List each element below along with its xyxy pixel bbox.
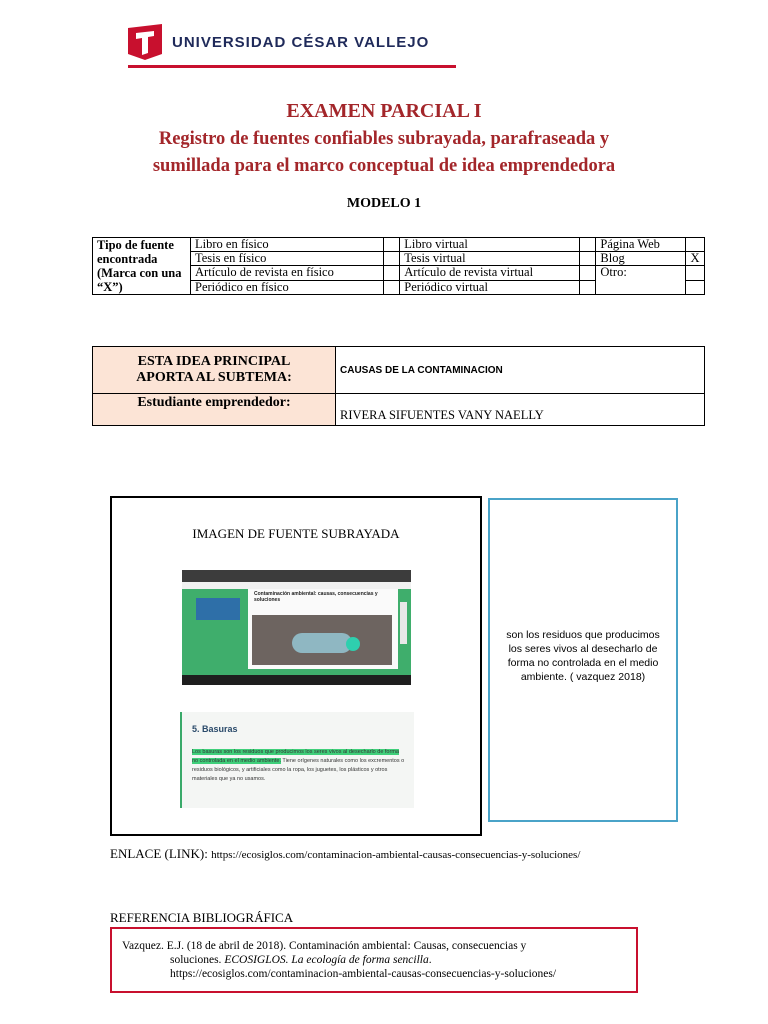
article-photo [252,615,392,665]
option-otro: Otro: [596,266,686,295]
subtitle-line-1: Registro de fuentes confiables subrayada, parafraseada y [158,129,610,149]
taskbar [182,675,411,685]
exam-title: EXAMEN PARCIAL I [286,100,482,122]
university-shield-icon [128,24,162,60]
source-type-label-line: “X”) [97,280,123,294]
subtema-label [93,347,336,394]
browser-address-bar [182,582,411,589]
link-url[interactable]: https://ecosiglos.com/contaminacion-ambiental-causas-consecuencias-y-soluciones/ [211,849,581,861]
subtema-label-line-2: APORTA AL SUBTEMA: [136,370,292,385]
option-pagina-web: Página Web [596,238,686,252]
option-libro-fisico: Libro en físico [191,238,384,252]
reference-text[interactable] [122,939,622,981]
option-articulo-virtual: Artículo de revista virtual [400,266,580,281]
option-periodico-fisico: Periódico en físico [191,281,384,295]
source-link [110,846,580,862]
mark-otro[interactable] [686,266,705,281]
mark-tesis-fisico[interactable] [384,252,400,266]
reference-url[interactable]: https://ecosiglos.com/contaminacion-ambiental-causas-consecuencias-y-soluciones/ [170,968,557,980]
photo-cap-shape [346,637,360,651]
subtema-value[interactable]: CAUSAS DE LA CONTAMINACION [336,347,705,394]
source-type-label [93,238,191,295]
source-screenshot-article [182,570,411,685]
student-label: Estudiante emprendedor: [93,394,336,426]
section-heading: 5. Basuras [192,724,238,734]
link-label: ENLACE (LINK): [110,846,208,861]
source-type-label-line: encontrada [97,252,158,266]
reference-line-1: Vazquez. E.J. (18 de abril de 2018). Contaminación ambiental: Causas, consecuencias y [122,940,527,952]
subtitle-line-2: sumillada para el marco conceptual de idea emprendedora [152,156,616,176]
site-logo-block [196,598,240,620]
header-rule [128,65,456,68]
idea-table [92,346,705,426]
option-libro-virtual: Libro virtual [400,238,580,252]
reference-journal: ECOSIGLOS. La ecología de forma sencilla [224,954,429,966]
mark-periodico-fisico[interactable] [384,281,400,295]
source-image-title: IMAGEN DE FUENTE SUBRAYADA [192,526,400,541]
reference-period: . [428,954,432,966]
mark-otro-extra[interactable] [686,281,705,295]
reference-box [110,927,638,993]
source-screenshot-highlight [180,712,414,808]
highlighted-text: Los basuras son los residuos que producimos los seres vivos al desecharlo de forma no controlada en el medio ambiente. [192,749,399,764]
mark-blog[interactable]: X [686,252,705,266]
paragraph-rest: Tiene orígenes naturales como los excrementos o residuos biológicos, y artificiales como la ropa, los juguetes, los plásticos y otros materiales que ya no usamos. [192,758,405,782]
mark-articulo-fisico[interactable] [384,266,400,281]
reference-title-end: soluciones. [170,954,222,966]
summary-text[interactable]: son los residuos que producimos los seres vivos al desecharlo de forma no controlada en el medio ambiente. ( vazquez 2018) [506,629,660,683]
reference-line-2 [122,953,622,967]
source-image-box [110,496,482,836]
university-logo [128,24,478,68]
source-type-label-line: Tipo de fuente [97,238,174,252]
exam-subtitle [0,126,768,180]
summary-box [488,498,678,822]
university-name: UNIVERSIDAD CÉSAR VALLEJO [172,34,430,51]
option-tesis-virtual: Tesis virtual [400,252,580,266]
source-type-label-line: (Marca con una [97,266,182,280]
mark-libro-fisico[interactable] [384,238,400,252]
mark-pagina-web[interactable] [686,238,705,252]
mark-periodico-virtual[interactable] [580,281,596,295]
option-articulo-fisico: Artículo de revista en físico [191,266,384,281]
article-title: Contaminación ambiental: causas, consecuencias y soluciones [254,591,378,603]
model-label: MODELO 1 [346,196,422,211]
option-blog: Blog [596,252,686,266]
article-card [248,589,398,669]
option-tesis-fisico: Tesis en físico [191,252,384,266]
section-paragraph [192,748,406,784]
student-name[interactable]: RIVERA SIFUENTES VANY NAELLY [336,394,705,426]
mark-articulo-virtual[interactable] [580,266,596,281]
mark-tesis-virtual[interactable] [580,252,596,266]
source-type-table [92,237,705,295]
browser-tabs-bar [182,570,411,582]
subtema-label-line-1: ESTA IDEA PRINCIPAL [137,354,291,369]
mark-libro-virtual[interactable] [580,238,596,252]
share-icons-column [400,602,407,644]
reference-heading: REFERENCIA BIBLIOGRÁFICA [110,910,294,925]
option-periodico-virtual: Periódico virtual [400,281,580,295]
photo-bottle-shape [292,633,352,653]
